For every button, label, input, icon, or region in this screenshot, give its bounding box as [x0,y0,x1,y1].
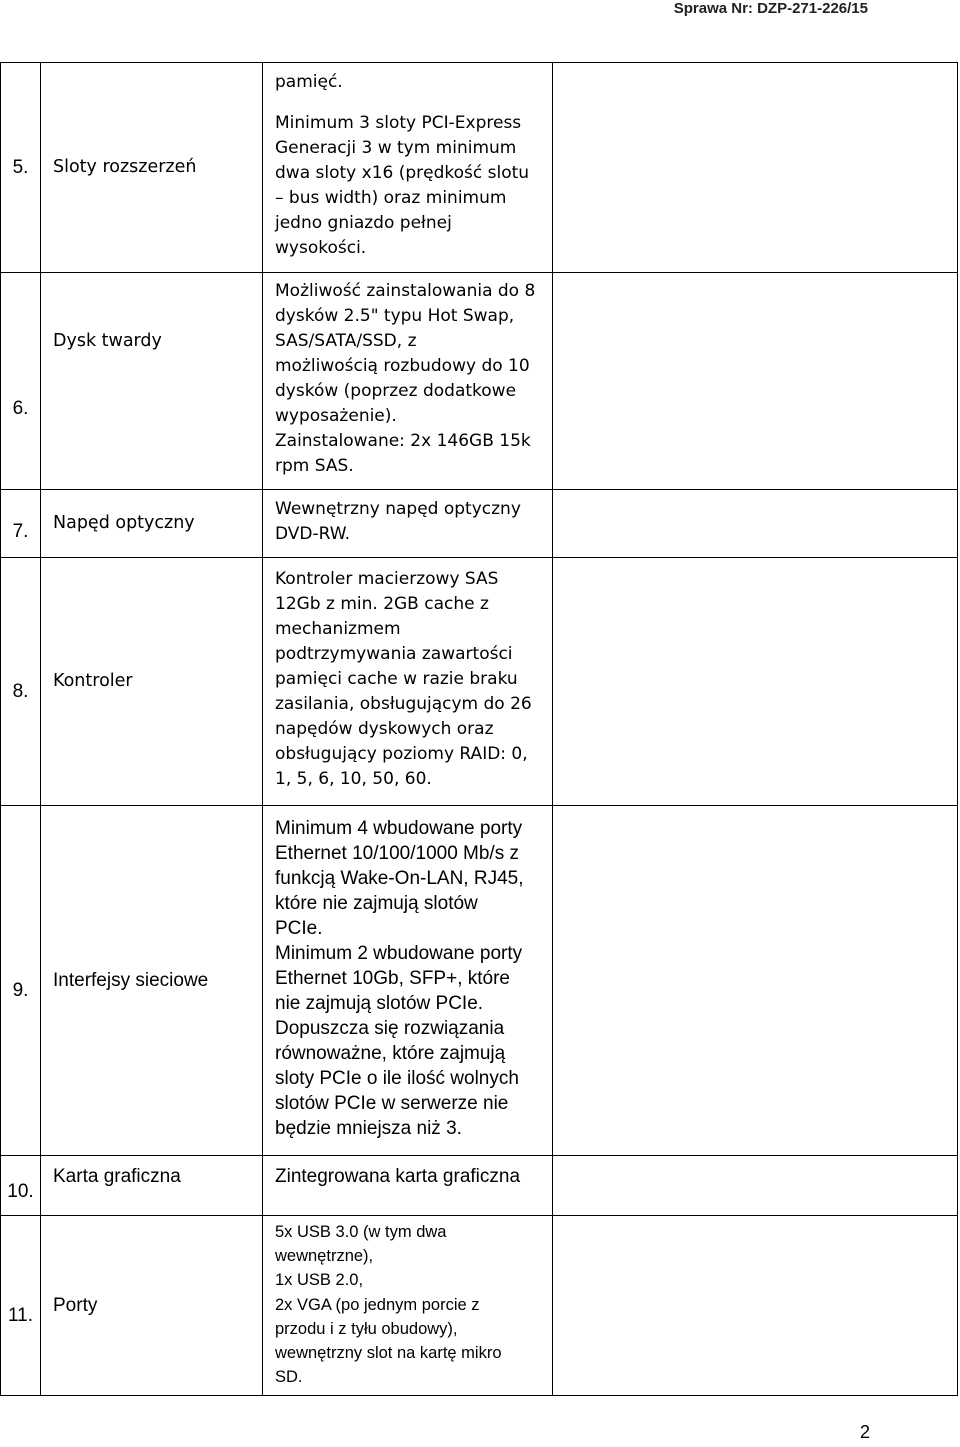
row-name: Napęd optyczny [41,490,263,558]
row-number: 7. [1,490,41,558]
row-empty-cell [553,273,958,490]
row-description-text: 5x USB 3.0 (w tym dwa wewnętrzne), 1x USB 2.0, 2x VGA (po jednym porcie z przodu i z tyłu obudowy), wewnętrzny slot na kartę mikro SD. [275,1223,502,1387]
row-empty-cell [553,558,958,806]
row-name: Kontroler [41,558,263,806]
table-row [1,806,958,1156]
row-description [263,806,553,1156]
row-name: Porty [41,1216,263,1396]
row-description-text: Minimum 4 wbudowane porty Ethernet 10/100/1000 Mb/s z funkcją Wake-On-LAN, RJ45, które nie zajmują slotów PCIe. Minimum 2 wbudowane porty Ethernet 10Gb, SFP+, które nie zajmują slotów PCIe. Dopuszcza się rozwiązania równoważne, które zajmują sloty PCIe o ile ilość wolnych slotów PCIe w serwerze nie będzie mniejsza niż 3. [275,818,524,1139]
row-description [263,63,553,273]
page-number: 2 [859,1422,870,1442]
row-name: Karta graficzna [41,1156,263,1216]
table-row [1,1216,958,1396]
row-number: 8. [1,558,41,806]
row-description-text: Wewnętrzny napęd optyczny DVD-RW. [275,498,521,544]
row-number: 11. [1,1216,41,1396]
specification-table [0,62,958,1396]
case-reference: Sprawa Nr: DZP-271-226/15 [673,0,868,17]
row-number: 6. [1,273,41,490]
table-row [1,558,958,806]
row-name: Sloty rozszerzeń [41,63,263,273]
row-description [263,1216,553,1396]
row-number: 9. [1,806,41,1156]
row-name: Dysk twardy [41,273,263,490]
row-empty-cell [553,63,958,273]
row-description [263,1156,553,1216]
row-description-text: Zintegrowana karta graficzna [275,1166,521,1187]
row-description-text: Możliwość zainstalowania do 8 dysków 2.5" typu Hot Swap, SAS/SATA/SSD, z możliwością rozbudowy do 10 dysków (poprzez dodatkowe wyposażenie). Zainstalowane: 2x 146GB 15k rpm SAS. [275,281,536,476]
table-row [1,63,958,273]
row-description-text: pamięć. Minimum 3 sloty PCI-Express Generacji 3 w tym minimum dwa sloty x16 (prędkość slotu – bus width) oraz minimum jedno gniazdo pełnej wysokości. [275,72,530,258]
row-empty-cell [553,490,958,558]
table-row [1,490,958,558]
row-description-text: Kontroler macierzowy SAS 12Gb z min. 2GB cache z mechanizmem podtrzymywania zawartości pamięci cache w razie braku zasilania, obsługującym do 26 napędów dyskowych oraz obsługujący poziomy RAID: 0, 1, 5, 6, 10, 50, 60. [275,569,532,789]
row-description [263,490,553,558]
row-number: 10. [1,1156,41,1216]
row-description [263,558,553,806]
row-empty-cell [553,1216,958,1396]
table-row [1,1156,958,1216]
table-row [1,273,958,490]
row-name: Interfejsy sieciowe [41,806,263,1156]
row-number: 5. [1,63,41,273]
row-description [263,273,553,490]
row-empty-cell [553,806,958,1156]
row-empty-cell [553,1156,958,1216]
